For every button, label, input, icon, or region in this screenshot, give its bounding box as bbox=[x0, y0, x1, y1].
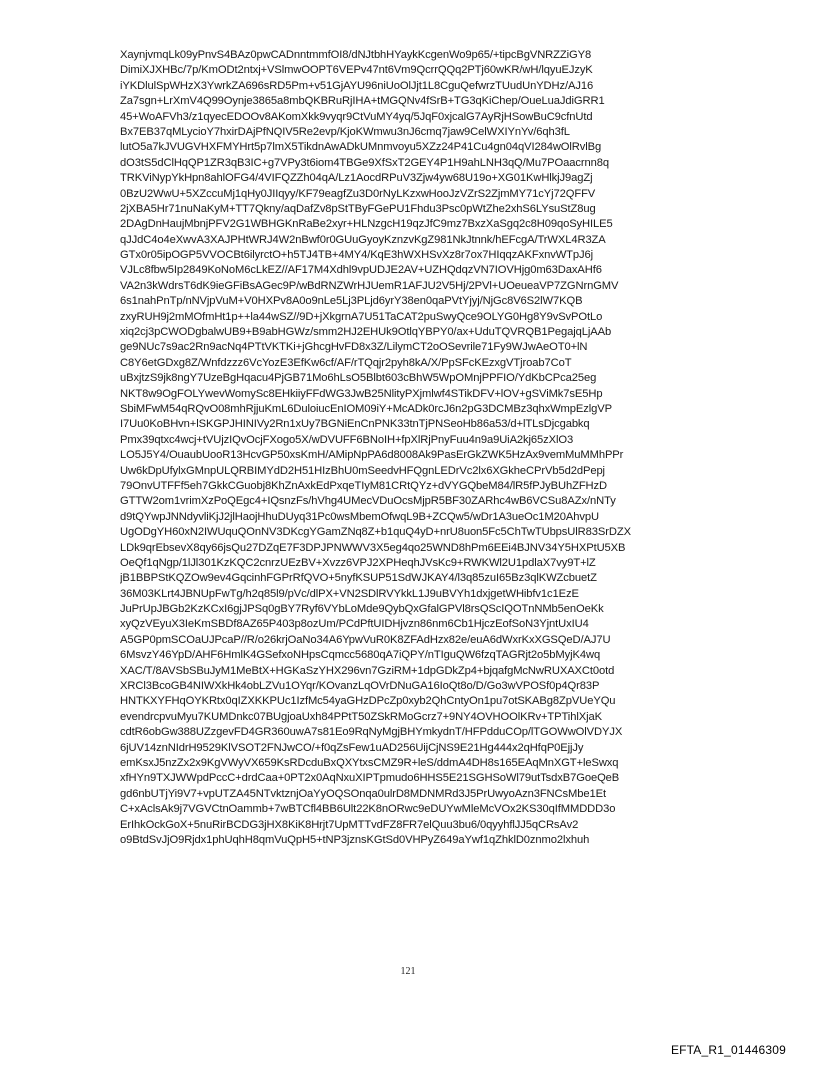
encoded-text-line: XAC/T/8AVSbSBuJyM1MeBtX+HGKaSzYHX296vn7GziRM+1dpGDkZp4+bjqafgMcNwRUXAXCt0otd bbox=[120, 664, 615, 677]
encoded-text-line: Bx7EB37qMLycioY7hxirDAjPfNQIV5Re2evp/KjoKWmwu3nJ6cmq7jaw9CelWXIYnYv/6qh3fL bbox=[120, 125, 570, 138]
encoded-text-line: LDk9qrEbsevX8qy66jsQu27DZqE7F3DPJPNWWV3X5eg4qo25WND8hPm6EEi4BJNV34Y5HXPtU5XB bbox=[120, 541, 626, 554]
encoded-text-line: LO5J5Y4/OuaubUooR13HcvGP50xsKmH/AMipNpPA6d8008Ak9PasErGkZWK5HzAx9vemMuMMhPPr bbox=[120, 449, 624, 462]
encoded-text-line: DimiXJXHBc/7p/KmODt2ntxj+VSlmwOOPT6VEPv47nt6Vm9QcrrQQq2PTj60wKR/wH/lqyuEJzyK bbox=[120, 64, 593, 77]
encoded-text-line: 6s1nahPnTp/nNVjpVuM+V0HXPv8A0o9nLe5Lj3PLjd6yrY38en0qaPVtYjyj/NjGc8V6S2lW7KQB bbox=[120, 295, 583, 308]
encoded-text-line: XRCl3BcoGB4NIWXkHk4obLZVu1OYqr/KOvanzLqOVrDNuGA16IoQt8o/D/Go3wVPOSf0p4Qr83P bbox=[120, 680, 600, 693]
encoded-text-line: xiq2cj3pCWODgbalwUB9+B9abHGWz/smm2HJ2EHUk9OtlqYBPY0/ax+UduTQVRQB1PegajqLjAAb bbox=[120, 326, 612, 339]
encoded-text-line: xfHYn9TXJWWpdPccC+drdCaa+0PT2x0AqNxuXIPTpmudo6HHS5E21SGHSoWl79utTsdxB7GoeQeB bbox=[120, 772, 620, 785]
encoded-text-line: 36M03KLrt4JBNUpFwTg/h2q85l9/pVc/dlPX+VN2SDlRVYkkL1J9uBVYh1dxjgetWHibfv1c1EzE bbox=[120, 587, 579, 600]
encoded-text-line: GTTW2om1vrimXzPoQEgc4+IQsnzFs/hVhg4UMecVDuOcsMjpR5BF30ZARhc4wB6VCSu8AZx/nNTy bbox=[120, 495, 616, 508]
encoded-text-line: ge9NUc7s9ac2Rn9acNq4PTtVKTKi+jGhcgHvFD8x3Z/LilymCT2oOSevrile71Fy9WJwAeOT0+lN bbox=[120, 341, 588, 354]
encoded-text-line: NKT8w9OgFOLYwevWomySc8EHkiiyFFdWG3JwB25NlityPXjmlwf4STikDFV+lOV+gSViMk7sE5Hp bbox=[120, 387, 603, 400]
encoded-text-line: o9BtdSvJjO9Rjdx1phUqhH8qmVuQpH5+tNP3jznsKGtSd0VHPyZ649aYwf1qZhklD0znmo2lxhuh bbox=[120, 833, 590, 846]
encoded-text-block bbox=[120, 48, 720, 848]
encoded-text-line: HNTKXYFHqOYKRtx0qIZXKKPUc1IzfMc54yaGHzDPcZp0xyb2QhCntyOn1pu7otSKABg8ZpVUeYQu bbox=[120, 695, 616, 708]
encoded-text-line: VJLc8fbw5Ip2849KoNoM6cLkEZ//AF17M4Xdhl9vpUDJE2AV+UZHQdqzVN7IOVHjg0m63DaxAHf6 bbox=[120, 264, 602, 277]
page-number: 121 bbox=[400, 966, 416, 977]
encoded-text-line: ErIhkOckGoX+5nuRirBCDG3jHX8KiK8Hrjt7UpMTTvdFZ8FR7elQuu3bu6/0qyyhflJJ5qCRsAv2 bbox=[120, 818, 579, 831]
encoded-text-line: UgODgYH60xN2IWUquQOnNV3DKcgYGamZNq8Z+b1quQ4yD+nrU8uon5Fc5ChTwTUbpsUlR83SrDZX bbox=[120, 526, 631, 539]
encoded-text-line: evendrcpvuMyu7KUMDnkc07BUgjoaUxh84PPtT50ZSkRMoGcrz7+9NY4OVHOOlKRv+TPTihlXjaK bbox=[120, 710, 602, 723]
encoded-text-line: gd6nbUTjYi9V7+vpUTZA45NTvktznjOaYyOQSOnqa0ulrD8MDNMRd3J5PrUwyoAzn3FNCsMbe1Et bbox=[120, 787, 606, 800]
encoded-text-line: VA2n3kWdrsT6dK9ieGFiBsAGec9P/wBdRNZWrHJUemR1AFJU2V5Hj/2PVl+UOeueaVP7ZGNrnGMV bbox=[120, 279, 619, 292]
encoded-text-line: I7Uu0KoBHvn+lSKGPJHINIVy2Rn1xUy7BGNiEnCnPNK33tnTjPNSeoHb86a53/d+lTLsDjcgabkq bbox=[120, 418, 590, 431]
encoded-text-line: JuPrUpJBGb2KzKCxI6gjJPSq0gBY7Ryf6VYbLoMde9QybQxGfalGPVl8rsQScIQOTnNMb5enOeKk bbox=[120, 603, 604, 616]
encoded-text-line: 45+WoAFVh3/z1qyecEDOOv8AKomXkk9vyqr9CtVuMY4yq/5JqF0xjcalG7AyRjHSowBuC9cfnUtd bbox=[120, 110, 593, 123]
encoded-text-line: 6MsvzY46YpD/AHF6HmlK4GSefxoNHpsCqmcc5680qA7iQPY/nTIguQW6fzqTAGRjt2o5bMyjK4wq bbox=[120, 649, 601, 662]
encoded-text-line: C8Y6etGDxg8Z/Wnfdzzz6VcYozE3EfKw6cf/AF/rTQqjr2pyh8kA/X/PpSFcKEzxgVTjroab7CoT bbox=[120, 356, 572, 369]
encoded-text-line: 2jXBA5Hr71nuNaKyM+TT7Qkny/aqDafZv8pStTByFGePU1Fhdu3Psc0pWtZhe2xhS6LYsuStZ8ug bbox=[120, 202, 596, 215]
encoded-text-line: 6jUV14znNIdrH9529KlVSOT2FNJwCO/+f0qZsFew1uAD256UijCjNS9E21Hg444x2qHfqP0EjjJy bbox=[120, 741, 584, 754]
encoded-text-line: SbiMFwM54qRQvO08mhRjjuKmL6DuloiucEnIOM09iY+McADk0rcJ6n2pG3DCMBz3qhxWmpEzlgVP bbox=[120, 402, 612, 415]
encoded-text-line: uBxjtzS9jk8ngY7UzeBgHqacu4PjGB71Mo6hLsO5Blbt603cBhW5WpOMnjPPFIO/YdKbCPca25eg bbox=[120, 372, 597, 385]
encoded-text-line: qJJdC4o4eXwvA3XAJPHtWRJ4W2nBwf0r0GUuGyoyKznzvKgZ981NkJtnnk/hEFcgA/TrWXL4R3ZA bbox=[120, 233, 606, 246]
encoded-text-line: iYKDlulSpWHzX3YwrkZA696sRD5Pm+v51GjAYU96niUoOlJjt1L8CguQefwrzTUudUnYDHz/AJ16 bbox=[120, 79, 594, 92]
encoded-text-line: Uw6kDpUfylxGMnpULQRBIMYdD2H51HIzBhU0mSeedvHFQgnLEDrVc2lx6XGkheCPrVb5d2dPepj bbox=[120, 464, 605, 477]
encoded-text-line: XaynjvmqLk09yPnvS4BAz0pwCADnntmmfOI8/dNJtbhHYaykKcgenWo9p65/+tipcBgVNRZZiGY8 bbox=[120, 49, 592, 61]
encoded-text-line: 79OnvUTFFf5eh7GkkCGuobj8KhZnAxkEdPxqeTIyM81CRtQYz+dVYGQbeM84/lR5fPJyBUhZFHzD bbox=[120, 479, 608, 492]
encoded-text-line: TRKViNypYkHpn8ahlOFG4/4VIFQZZh04qA/Lz1AocdRPuV3Zjw4yw68U19o+XG01KwHlkjJ9agZj bbox=[120, 172, 593, 185]
encoded-text-line: Za7sgn+LrXmV4Q99Oynje3865a8mbQKBRuRjIHA+tMGQNv4fSrB+TG3qKiChep/OueLuaJdiGRR1 bbox=[120, 95, 605, 108]
encoded-text-line: GTx0r05ipOGP5VVOCBt6ilyrctO+h5TJ4TB+4MY4/KqE3hWXHSvXz8r7ox7HIqqzAKFxnvWTpJ6j bbox=[120, 249, 594, 262]
encoded-text-line: lutO5a7kJVUGVHXFMYHrt5p7lmX5TikdnAwADkUMnmvoyu5XZz24P41Cu4gn04qVI284wOlRvlBg bbox=[120, 141, 602, 154]
bates-stamp: EFTA_R1_01446309 bbox=[670, 1043, 786, 1057]
encoded-text-line: emKsxJ5nzZx2x9KgVWyVX659KsRDcduBxQXYtxsCMZ9R+leS/ddmA4DH8s165EAqMnXGT+leSwxq bbox=[120, 756, 619, 769]
encoded-text-line: d9tQYwpJNNdyvliKjJ2jlHaojHhuDUyq31Pc0wsMbemOfwqL9B+ZCQw5/wDr1A3ueOc1M20AhvpU bbox=[120, 510, 599, 523]
encoded-text-line: jB1BBPStKQZOw9ev4GqcinhFGPrRfQVO+5nyfKSUP51SdWJKAY4/l3q85zuI65Bz3qlKWZcbuetZ bbox=[120, 572, 597, 585]
encoded-text-line: OeQf1qNgp/1lJl301KzKQC2cnrzUEzBV+Xvzz6VPJ2XPHeqhJVsKc9+RWKWl2U1pdlaX7vy9T+lZ bbox=[120, 556, 596, 569]
encoded-text-line: dO3tS5dClHqQP1ZR3qB3IC+g7VPy3t6iom4TBGe9XfSxT2GEY4P1H9ahLNH3qQ/Mu7POaacrnn8q bbox=[120, 156, 609, 169]
encoded-text-line: Pmx39qtxc4wcj+tVUjzIQvOcjFXogo5X/wDVUFF6BNoIH+fpXlRjPnyFuu4n9a9UiA2kj65zXlO3 bbox=[120, 433, 574, 446]
encoded-text-line: cdtR6obGw388UZzgevFD4GR360uwA7s81Eo9RqNyMgjBHYmkydnT/HFPdduCOp/lTGOWwOlVDYJX bbox=[120, 726, 623, 739]
encoded-text-line: C+xAclsAk9j7VGVCtnOammb+7wBTCfl4BB6Ult22K8nORwc9eDUYwMleMcVOx2KS30qIfMMDDD3o bbox=[120, 803, 616, 816]
encoded-text-line: 0BzU2WwU+5XZccuMj1qHy0JIIqyy/KF79eagfZu3D0rNyLKzxwHooJzVZrS2ZjmMY71cYj72QFFV bbox=[120, 187, 596, 200]
encoded-text-line: xyQzVEyuX3IeKmSBDf8AZ65P403p8ozUm/PCdPftUIDHjvzn86nm6Cb1HjczEofSoN3YjntUxIU4 bbox=[120, 618, 589, 631]
encoded-text-line: A5GP0pmSCOaUJPcaP//R/o26krjOaNo34A6YpwVuR0K8ZFAdHzx82e/euA6dWxrKxXGSQeD/AJ7U bbox=[120, 633, 611, 646]
encoded-text-line: 2DAgDnHaujMbnjPFV2G1WBHGKnRaBe2xyr+HLNzgcH19qzJfC9mz7BxzXaSgq2c8H09qoSyHILE5 bbox=[120, 218, 613, 231]
encoded-text-line: zxyRUH9j2mMOfmHt1p++la44wSZ//9D+jXkgrnA7U51TaCAT2puSwyQce9OLYG0Hg8Y9vSvPOtLo bbox=[120, 310, 603, 323]
